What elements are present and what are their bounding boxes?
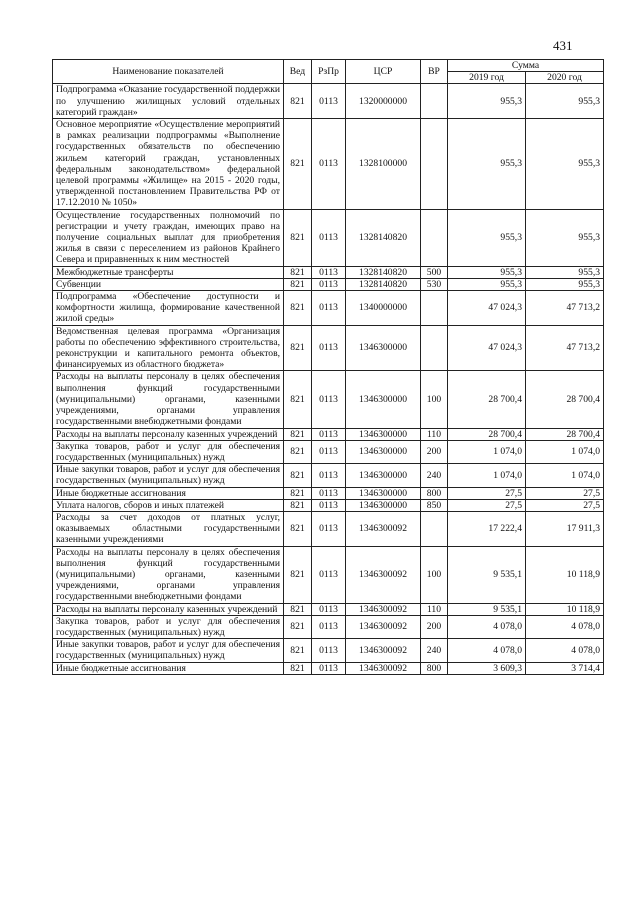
header-name: Наименование показателей — [53, 60, 284, 84]
row-amount-2019: 27,5 — [448, 499, 526, 511]
row-vr: 100 — [421, 546, 448, 603]
row-csr: 1328140820 — [346, 209, 421, 266]
row-amount-2020: 10 118,9 — [526, 603, 604, 615]
table-row — [53, 615, 604, 638]
table-row — [53, 546, 604, 603]
row-vr — [421, 119, 448, 210]
row-name: Расходы на выплаты персоналу казенных учреждений — [53, 428, 284, 440]
row-vr: 200 — [421, 440, 448, 463]
row-amount-2020: 47 713,2 — [526, 291, 604, 326]
row-name: Осуществление государственных полномочий по регистрации и учету граждан, имеющих право на получение социальных выплат для приобретения жилья в связи с переселением из районов Крайнего Севера и приравненных к ним местностей — [53, 209, 284, 266]
row-amount-2020: 955,3 — [526, 119, 604, 210]
row-amount-2020: 955,3 — [526, 266, 604, 278]
budget-table — [52, 59, 604, 675]
header-sum: Сумма — [448, 60, 604, 72]
row-name: Расходы на выплаты персоналу в целях обеспечения выполнения функций государственными (муниципальными) органами, казенными учреждениями, органами управления государственными внебюджетными фондами — [53, 371, 284, 428]
row-csr: 1340000000 — [346, 291, 421, 326]
row-name: Иные закупки товаров, работ и услуг для обеспечения государственных (муниципальных) нужд — [53, 464, 284, 487]
row-amount-2020: 27,5 — [526, 499, 604, 511]
row-name: Расходы на выплаты персоналу казенных учреждений — [53, 603, 284, 615]
row-ved: 821 — [284, 209, 312, 266]
row-ved: 821 — [284, 499, 312, 511]
row-ved: 821 — [284, 428, 312, 440]
row-vr: 240 — [421, 464, 448, 487]
row-rzpr: 0113 — [312, 639, 346, 662]
row-rzpr: 0113 — [312, 615, 346, 638]
row-csr: 1346300092 — [346, 662, 421, 674]
row-name: Иные закупки товаров, работ и услуг для обеспечения государственных (муниципальных) нужд — [53, 639, 284, 662]
table-row — [53, 603, 604, 615]
row-amount-2019: 1 074,0 — [448, 440, 526, 463]
row-rzpr: 0113 — [312, 209, 346, 266]
row-ved: 821 — [284, 266, 312, 278]
header-year-2019: 2019 год — [448, 72, 526, 84]
row-name: Подпрограмма «Обеспечение доступности и комфортности жилища, формирование качественной жилой среды» — [53, 291, 284, 326]
table-row — [53, 84, 604, 119]
row-amount-2019: 47 024,3 — [448, 325, 526, 371]
row-vr: 200 — [421, 615, 448, 638]
row-name: Расходы на выплаты персоналу в целях обеспечения выполнения функций государственными (муниципальными) органами, казенными учреждениями, органами управления государственными внебюджетными фондами — [53, 546, 284, 603]
table-row — [53, 428, 604, 440]
table-body — [53, 84, 604, 674]
row-csr: 1328140820 — [346, 278, 421, 290]
page-number: 431 — [553, 38, 573, 53]
row-vr: 110 — [421, 428, 448, 440]
row-amount-2019: 28 700,4 — [448, 428, 526, 440]
header-year-2020: 2020 год — [526, 72, 604, 84]
row-vr — [421, 291, 448, 326]
row-ved: 821 — [284, 487, 312, 499]
row-ved: 821 — [284, 371, 312, 428]
header-csr: ЦСР — [346, 60, 421, 84]
row-rzpr: 0113 — [312, 428, 346, 440]
row-name: Субвенции — [53, 278, 284, 290]
row-ved: 821 — [284, 291, 312, 326]
table-row — [53, 209, 604, 266]
row-name: Ведомственная целевая программа «Организация работы по обеспечению эффективного строительства, реконструкции и капитального ремонта объектов, финансируемых из областного бюджета» — [53, 325, 284, 371]
table-row — [53, 291, 604, 326]
row-vr: 530 — [421, 278, 448, 290]
row-csr: 1346300092 — [346, 511, 421, 546]
row-ved: 821 — [284, 84, 312, 119]
row-amount-2019: 28 700,4 — [448, 371, 526, 428]
header-rzpr: РзПр — [312, 60, 346, 84]
row-amount-2019: 955,3 — [448, 209, 526, 266]
row-vr: 240 — [421, 639, 448, 662]
row-amount-2020: 955,3 — [526, 209, 604, 266]
row-amount-2019: 9 535,1 — [448, 546, 526, 603]
row-csr: 1346300092 — [346, 603, 421, 615]
row-rzpr: 0113 — [312, 266, 346, 278]
row-ved: 821 — [284, 464, 312, 487]
row-vr: 100 — [421, 371, 448, 428]
row-rzpr: 0113 — [312, 278, 346, 290]
row-vr — [421, 209, 448, 266]
row-vr: 110 — [421, 603, 448, 615]
row-rzpr: 0113 — [312, 325, 346, 371]
row-amount-2020: 47 713,2 — [526, 325, 604, 371]
row-amount-2019: 4 078,0 — [448, 639, 526, 662]
row-amount-2020: 27,5 — [526, 487, 604, 499]
row-amount-2020: 3 714,4 — [526, 662, 604, 674]
row-rzpr: 0113 — [312, 546, 346, 603]
row-csr: 1320000000 — [346, 84, 421, 119]
row-vr: 500 — [421, 266, 448, 278]
row-rzpr: 0113 — [312, 487, 346, 499]
table-row — [53, 464, 604, 487]
table-row — [53, 511, 604, 546]
row-csr: 1346300092 — [346, 639, 421, 662]
row-amount-2020: 4 078,0 — [526, 615, 604, 638]
row-amount-2019: 955,3 — [448, 84, 526, 119]
row-csr: 1328140820 — [346, 266, 421, 278]
row-rzpr: 0113 — [312, 440, 346, 463]
row-rzpr: 0113 — [312, 371, 346, 428]
row-ved: 821 — [284, 662, 312, 674]
row-ved: 821 — [284, 440, 312, 463]
row-ved: 821 — [284, 615, 312, 638]
row-csr: 1328100000 — [346, 119, 421, 210]
row-ved: 821 — [284, 546, 312, 603]
table-row — [53, 266, 604, 278]
row-name: Основное мероприятие «Осуществление мероприятий в рамках реализации подпрограммы «Выполнение государственных обязательств по обеспечению жильем категорий граждан, установленных федеральным законодательством» федеральной целевой программы «Жилище» на 2015 - 2020 годы, утвержденной постановлением Правительства РФ от 17.12.2010 № 1050» — [53, 119, 284, 210]
row-name: Закупка товаров, работ и услуг для обеспечения государственных (муниципальных) нужд — [53, 615, 284, 638]
table-row — [53, 371, 604, 428]
row-name: Иные бюджетные ассигнования — [53, 662, 284, 674]
row-amount-2019: 955,3 — [448, 278, 526, 290]
row-vr: 850 — [421, 499, 448, 511]
row-csr: 1346300000 — [346, 499, 421, 511]
row-amount-2019: 955,3 — [448, 266, 526, 278]
row-rzpr: 0113 — [312, 291, 346, 326]
row-vr: 800 — [421, 662, 448, 674]
table-row — [53, 662, 604, 674]
row-ved: 821 — [284, 325, 312, 371]
row-name: Иные бюджетные ассигнования — [53, 487, 284, 499]
row-csr: 1346300000 — [346, 487, 421, 499]
row-ved: 821 — [284, 511, 312, 546]
table-row — [53, 499, 604, 511]
header-ved: Вед — [284, 60, 312, 84]
row-rzpr: 0113 — [312, 511, 346, 546]
row-amount-2019: 17 222,4 — [448, 511, 526, 546]
row-csr: 1346300000 — [346, 325, 421, 371]
table-row — [53, 487, 604, 499]
row-amount-2019: 1 074,0 — [448, 464, 526, 487]
table-header — [53, 60, 604, 84]
row-vr — [421, 511, 448, 546]
row-amount-2020: 28 700,4 — [526, 371, 604, 428]
row-amount-2019: 9 535,1 — [448, 603, 526, 615]
row-vr — [421, 325, 448, 371]
table-row — [53, 119, 604, 210]
row-ved: 821 — [284, 603, 312, 615]
row-csr: 1346300000 — [346, 371, 421, 428]
row-ved: 821 — [284, 119, 312, 210]
row-amount-2020: 17 911,3 — [526, 511, 604, 546]
row-vr: 800 — [421, 487, 448, 499]
row-amount-2020: 1 074,0 — [526, 440, 604, 463]
row-amount-2020: 1 074,0 — [526, 464, 604, 487]
row-amount-2020: 955,3 — [526, 84, 604, 119]
row-vr — [421, 84, 448, 119]
table-row — [53, 325, 604, 371]
row-amount-2019: 3 609,3 — [448, 662, 526, 674]
row-amount-2020: 10 118,9 — [526, 546, 604, 603]
row-ved: 821 — [284, 278, 312, 290]
row-name: Межбюджетные трансферты — [53, 266, 284, 278]
row-rzpr: 0113 — [312, 499, 346, 511]
row-rzpr: 0113 — [312, 464, 346, 487]
row-name: Подпрограмма «Оказание государственной поддержки по улучшению жилищных условий отдельных категорий граждан» — [53, 84, 284, 119]
header-vr: ВР — [421, 60, 448, 84]
row-name: Расходы за счет доходов от платных услуг, оказываемых областными государственными казенными учреждениями — [53, 511, 284, 546]
row-name: Уплата налогов, сборов и иных платежей — [53, 499, 284, 511]
row-name: Закупка товаров, работ и услуг для обеспечения государственных (муниципальных) нужд — [53, 440, 284, 463]
row-amount-2020: 28 700,4 — [526, 428, 604, 440]
row-rzpr: 0113 — [312, 603, 346, 615]
row-amount-2020: 955,3 — [526, 278, 604, 290]
row-amount-2020: 4 078,0 — [526, 639, 604, 662]
row-csr: 1346300000 — [346, 428, 421, 440]
row-csr: 1346300092 — [346, 546, 421, 603]
row-amount-2019: 955,3 — [448, 119, 526, 210]
table-row — [53, 278, 604, 290]
row-amount-2019: 4 078,0 — [448, 615, 526, 638]
row-csr: 1346300092 — [346, 615, 421, 638]
row-csr: 1346300000 — [346, 464, 421, 487]
row-rzpr: 0113 — [312, 662, 346, 674]
table-row — [53, 440, 604, 463]
row-amount-2019: 27,5 — [448, 487, 526, 499]
row-ved: 821 — [284, 639, 312, 662]
row-csr: 1346300000 — [346, 440, 421, 463]
table-row — [53, 639, 604, 662]
row-rzpr: 0113 — [312, 84, 346, 119]
row-rzpr: 0113 — [312, 119, 346, 210]
row-amount-2019: 47 024,3 — [448, 291, 526, 326]
